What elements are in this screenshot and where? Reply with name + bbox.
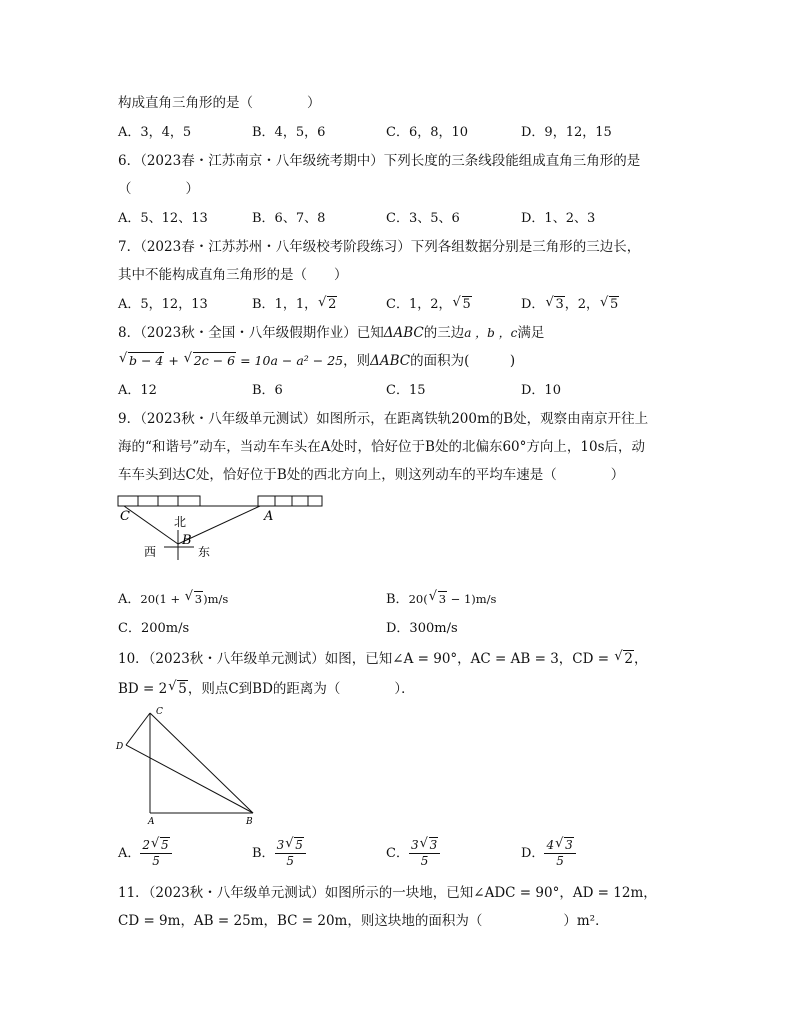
- rail-left: [118, 496, 200, 506]
- q10-option-a-label: A．: [118, 846, 141, 861]
- q9-option-a-label: A．: [118, 592, 141, 607]
- q10-line2-pre: BD = 2: [118, 681, 168, 697]
- q8-eq-radicand2: 2c − 6: [193, 353, 236, 368]
- q8-line1-mid: 的三边: [423, 325, 465, 341]
- q8-option-d: D．10: [521, 383, 561, 398]
- q7-option-d-radicand2: 5: [610, 297, 619, 312]
- q6-option-d: D．1、2、3: [521, 211, 596, 226]
- q9-option-c: C．200m/s: [118, 621, 190, 636]
- q7-option-b-label: B．: [252, 297, 275, 312]
- q7-stem-line1: 7．（2023春・江苏苏州・八年级校考阶段练习）下列各组数据分别是三角形的三边长，: [118, 239, 641, 255]
- q5-option-c: C．6，8，10: [386, 125, 469, 140]
- q7-option-c: [386, 296, 472, 314]
- q6-option-c: C．3、5、6: [386, 211, 460, 226]
- q7-option-b-text: 1，1，: [274, 297, 318, 312]
- q7-option-b-radicand: 2: [328, 297, 337, 312]
- q9-option-b-label: B．: [386, 592, 409, 607]
- q8-triangle-label: ΔABC: [383, 325, 424, 341]
- q10-option-d-label: D．: [521, 846, 545, 861]
- q10-option-b-coef: 3: [276, 838, 285, 852]
- q6-option-b: B．6、7、8: [252, 211, 326, 226]
- q10-option-c-den: 5: [420, 854, 429, 868]
- q7-option-d-radicand1: 3: [555, 297, 564, 312]
- q9-stem-line3: 车车头到达C处，恰好位于B处的西北方向上，则这列动车的平均车速是（ ）: [118, 467, 625, 483]
- point-c-label: C: [156, 707, 163, 717]
- point-b-label: B: [246, 817, 253, 827]
- q10-option-a-coef: 2: [142, 838, 151, 852]
- point-c-label: C: [120, 509, 130, 524]
- q8-option-c: C．15: [386, 383, 426, 398]
- q5-stem: 构成直角三角形的是（ ）: [118, 95, 321, 111]
- q10-option-b-label: B．: [252, 846, 275, 861]
- q8-option-b: B．6: [252, 383, 283, 398]
- point-d-label: D: [116, 742, 124, 752]
- q10-stem-line1: [118, 650, 647, 668]
- q10-line2-radicand: 5: [178, 681, 187, 697]
- q9-stem-line2: 海的“和谐号”动车，当动车车头在A处时，恰好位于B处的北偏东60°方向上，10s后，动: [118, 439, 646, 455]
- q10-option-c-coef: 3: [410, 838, 419, 852]
- q10-option-d-radicand: 3: [565, 838, 573, 852]
- segment-CD: [126, 713, 150, 745]
- q10-option-a-den: 5: [152, 854, 160, 868]
- q8-eq-radicand1: b − 4: [129, 353, 164, 368]
- q8-line2-post: 的面积为( ): [410, 353, 516, 369]
- q6-stem-line1: 6．（2023春・江苏南京・八年级统考期中）下列长度的三条线段能组成直角三角形的是: [118, 153, 641, 169]
- q9-option-a-pre: 20(1 +: [140, 592, 184, 606]
- line-CB: [124, 506, 178, 544]
- q5-option-b: B．4，5，6: [252, 125, 326, 140]
- q9-option-a-radicand: 3: [194, 592, 203, 606]
- q7-option-a: A．5，12，13: [118, 297, 208, 312]
- q9-option-b-post: − 1)m/s: [447, 592, 497, 606]
- q7-option-d-mid: ，2，: [564, 297, 599, 312]
- north-label: 北: [174, 515, 187, 529]
- q9-option-d: D．300m/s: [386, 621, 458, 636]
- q8-triangle-label-2: ΔABC: [370, 353, 411, 369]
- q10-option-b-den: 5: [286, 854, 295, 868]
- q8-side-vars: a ，b ，c: [464, 326, 518, 340]
- q8-eq-rhs: = 10a − a² − 25: [236, 353, 344, 368]
- q7-stem-line2: 其中不能构成直角三角形的是（ ）: [118, 267, 348, 283]
- q8-option-a: A．12: [118, 383, 157, 398]
- point-b-label: B: [182, 533, 192, 548]
- q9-option-a-post: )m/s: [203, 592, 229, 606]
- west-label: 西: [144, 545, 157, 559]
- q9-option-b-radicand: 3: [438, 592, 447, 606]
- q10-line1-post: ，: [633, 651, 648, 667]
- q10-option-c-radicand: 3: [429, 838, 438, 852]
- q9-figure: [110, 490, 340, 580]
- q10-option-d-coef: 4: [546, 838, 555, 852]
- q7-option-c-radicand: 5: [462, 297, 471, 312]
- q7-option-d: [521, 296, 619, 314]
- q8-line2-mid: ，则: [343, 353, 371, 369]
- q9-option-b: [386, 590, 496, 609]
- q10-line1-pre: 10．（2023秋・八年级单元测试）如图，已知∠A = 90°，AC = AB = 3，CD =: [118, 651, 614, 667]
- q7-option-c-label: C．: [386, 297, 409, 312]
- q8-line1-pre: 8．（2023秋・全国・八年级假期作业）已知: [118, 325, 384, 341]
- q10-option-a-radicand: 5: [161, 838, 169, 852]
- q6-option-a: A．5、12、13: [118, 211, 208, 226]
- q10-stem-line2: [118, 680, 415, 698]
- q10-option-c: [386, 838, 440, 869]
- q8-stem-line2: [118, 352, 515, 370]
- q11-stem-line2: CD = 9m，AB = 25m，BC = 20m，则这块地的面积为（ ）m²．: [118, 913, 609, 929]
- q10-option-c-label: C．: [386, 846, 409, 861]
- segment-CB: [150, 713, 253, 813]
- q7-option-d-label: D．: [521, 297, 545, 312]
- q11-stem-line1: 11．（2023秋・八年级单元测试）如图所示的一块地，已知∠ADC = 90°，AD = 12m，: [118, 885, 657, 901]
- q10-line2-post: ，则点C到BD的距离为（ ）．: [187, 681, 415, 697]
- q9-option-a: [118, 590, 228, 609]
- q10-line1-radicand: 2: [624, 651, 633, 667]
- q8-stem-line1: [118, 324, 544, 342]
- east-label: 东: [198, 545, 211, 559]
- q7-option-c-text: 1，2，: [408, 297, 452, 312]
- q10-option-d: [521, 838, 576, 869]
- q9-option-b-pre: 20(: [408, 592, 428, 606]
- q8-line1-post: 满足: [517, 325, 545, 341]
- q5-option-d: D．9，12，15: [521, 125, 612, 140]
- rail-right: [258, 496, 322, 506]
- q5-option-a: A．3，4，5: [118, 125, 192, 140]
- segment-DB: [126, 745, 253, 813]
- point-a-label: A: [148, 817, 155, 827]
- q8-eq-plus: +: [164, 353, 183, 368]
- point-a-label: A: [264, 509, 274, 524]
- q10-figure: [110, 703, 270, 828]
- q6-stem-line2: （ ）: [118, 181, 199, 197]
- q10-option-d-den: 5: [556, 854, 564, 868]
- q7-option-b: [252, 296, 337, 314]
- q10-option-b: [252, 838, 306, 869]
- q9-stem-line1: 9．（2023秋・八年级单元测试）如图所示，在距离铁轨200m的B处，观察由南京开往上: [118, 411, 649, 427]
- q10-option-a: [118, 838, 172, 869]
- q10-option-b-radicand: 5: [295, 838, 303, 852]
